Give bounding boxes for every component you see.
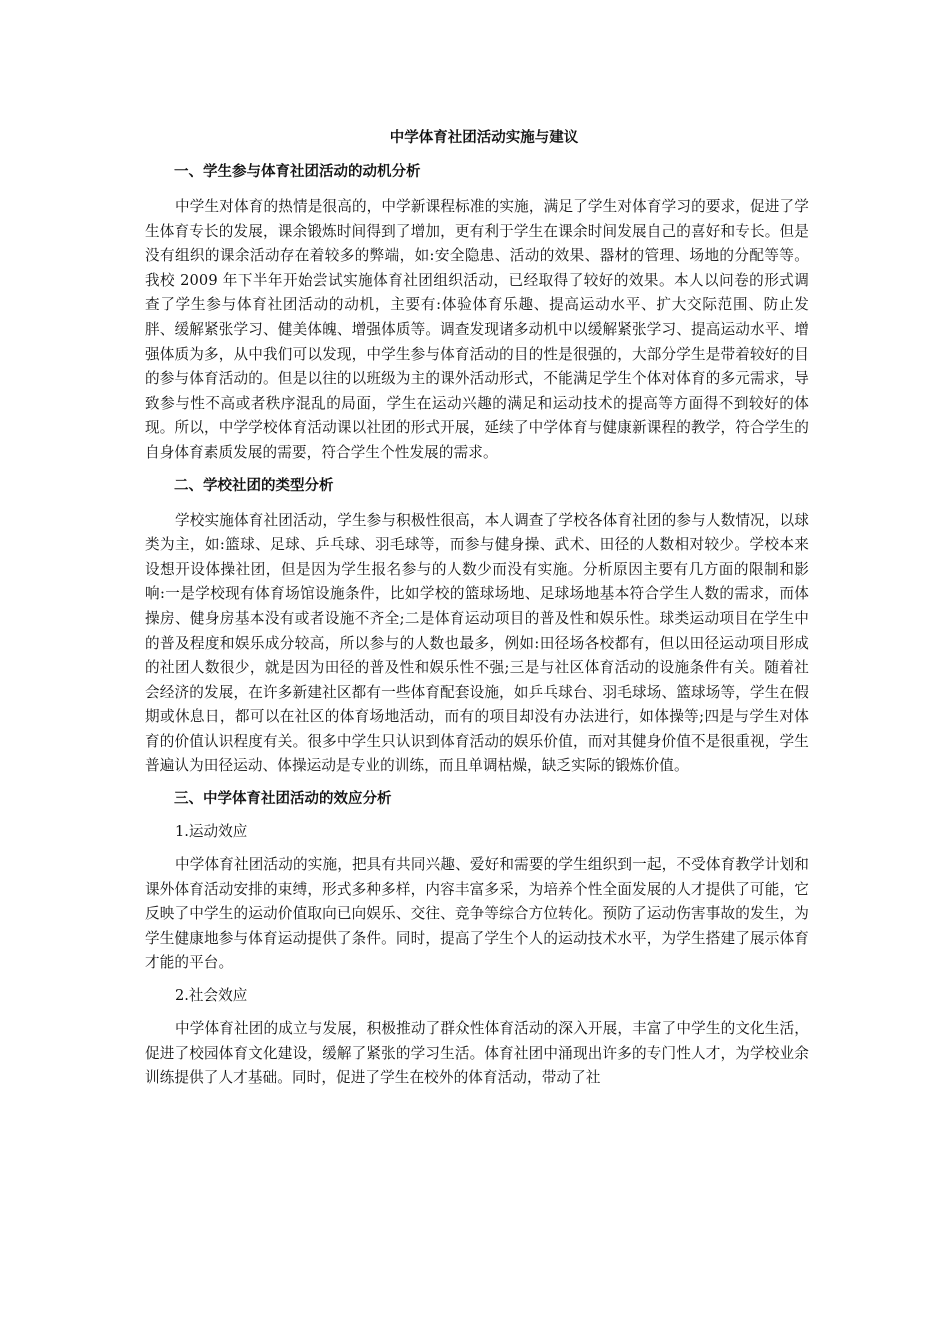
section-2-heading: 二、学校社团的类型分析 (174, 477, 334, 494)
subsection-2-heading: 2.社会效应 (175, 987, 248, 1005)
section-2-paragraph: 学校实施体育社团活动，学生参与积极性很高，本人调查了学校各体育社团的参与人数情况，以球类为主，如:篮球、足球、乒乓球、羽毛球等，而参与健身操、武术、田径的人数相对较少。学校本来设想开设体操社团，但是因为学生报名参与的人数少而没有实施。分析原因主要有几方面的限制和影响:一是学校现有体育场馆设施条件，比如学校的篮球场地、足球场地基本符合学生人数的需求，而体操房、健身房基本没有或者设施不齐全;二是体育运动项目的普及性和娱乐性。球类运动项目在学生中的普及程度和娱乐成分较高，所以参与的人数也最多，例如:田径场各校都有，但以田径运动项目形成的社团人数很少，就是因为田径的普及性和娱乐性不强;三是与社区体育活动的设施条件有关。随着社会经济的发展，在许多新建社区都有一些体育配套设施，如乒乓球台、羽毛球场、篮球场等，学生在假期或休息日，都可以在社区的体育场地活动，而有的项目却没有办法进行，如体操等;四是与学生对体育的价值认识程度有关。很多中学生只认识到体育活动的娱乐价值，而对其健身价值不是很重视，学生普遍认为田径运动、体操运动是专业的训练，而且单调枯燥，缺乏实际的锻炼价值。 (145, 511, 809, 775)
subsection-2-paragraph: 中学体育社团的成立与发展，积极推动了群众性体育活动的深入开展，丰富了中学生的文化生活，促进了校园体育文化建设，缓解了紧张的学习生活。体育社团中涌现出许多的专门性人才，为学校业余训练提供了人才基础。同时，促进了学生在校外的体育活动，带动了社 (145, 1020, 809, 1087)
section-3-heading: 三、中学体育社团活动的效应分析 (174, 791, 392, 808)
section-1-paragraph: 中学生对体育的热情是很高的，中学新课程标准的实施，满足了学生对体育学习的要求，促进了学生体育专长的发展，课余锻炼时间得到了增加，更有利于学生在课余时间发展自己的喜好和专长。但是没有组织的课余活动存在着较多的弊端，如:安全隐患、活动的效果、器材的管理、场地的分配等等。我校 2009 年下半年开始尝试实施体育社团组织活动，已经取得了较好的效果。本人以问卷的形式调查了学生参与体育社团活动的动机，主要有:体验体育乐趣、提高运动水平、扩大交际范围、防止发胖、缓解紧张学习、健美体魄、增强体质等。调查发现诸多动机中以缓解紧张学习、提高运动水平、增强体质为多，从中我们可以发现，中学生参与体育活动的目的性是很强的，大部分学生是带着较好的目的参与体育活动的。但是以往的以班级为主的课外活动形式，不能满足学生个体对体育的多元需求，导致参与性不高或者秩序混乱的局面，学生在运动兴趣的满足和运动技术的提高等方面得不到较好的体现。所以，中学学校体育活动课以社团的形式开展，延续了中学体育与健康新课程的教学，符合学生的自身体育素质发展的需要，符合学生个性发展的需求。 (145, 198, 809, 461)
subsection-1-paragraph: 中学体育社团活动的实施，把具有共同兴趣、爱好和需要的学生组织到一起，不受体育教学计划和课外体育活动安排的束缚，形式多种多样，内容丰富多采，为培养个性全面发展的人才提供了可能，它反映了中学生的运动价值取向已向娱乐、交往、竞争等综合方位转化。预防了运动伤害事故的发生，为学生健康地参与体育运动提供了条件。同时，提高了学生个人的运动技术水平，为学生搭建了展示体育才能的平台。 (145, 856, 809, 972)
subsection-1-heading: 1.运动效应 (175, 823, 248, 841)
section-1-heading: 一、学生参与体育社团活动的动机分析 (174, 164, 421, 180)
document-page (145, 128, 809, 1101)
document-title: 中学体育社团活动实施与建议 (389, 130, 579, 146)
